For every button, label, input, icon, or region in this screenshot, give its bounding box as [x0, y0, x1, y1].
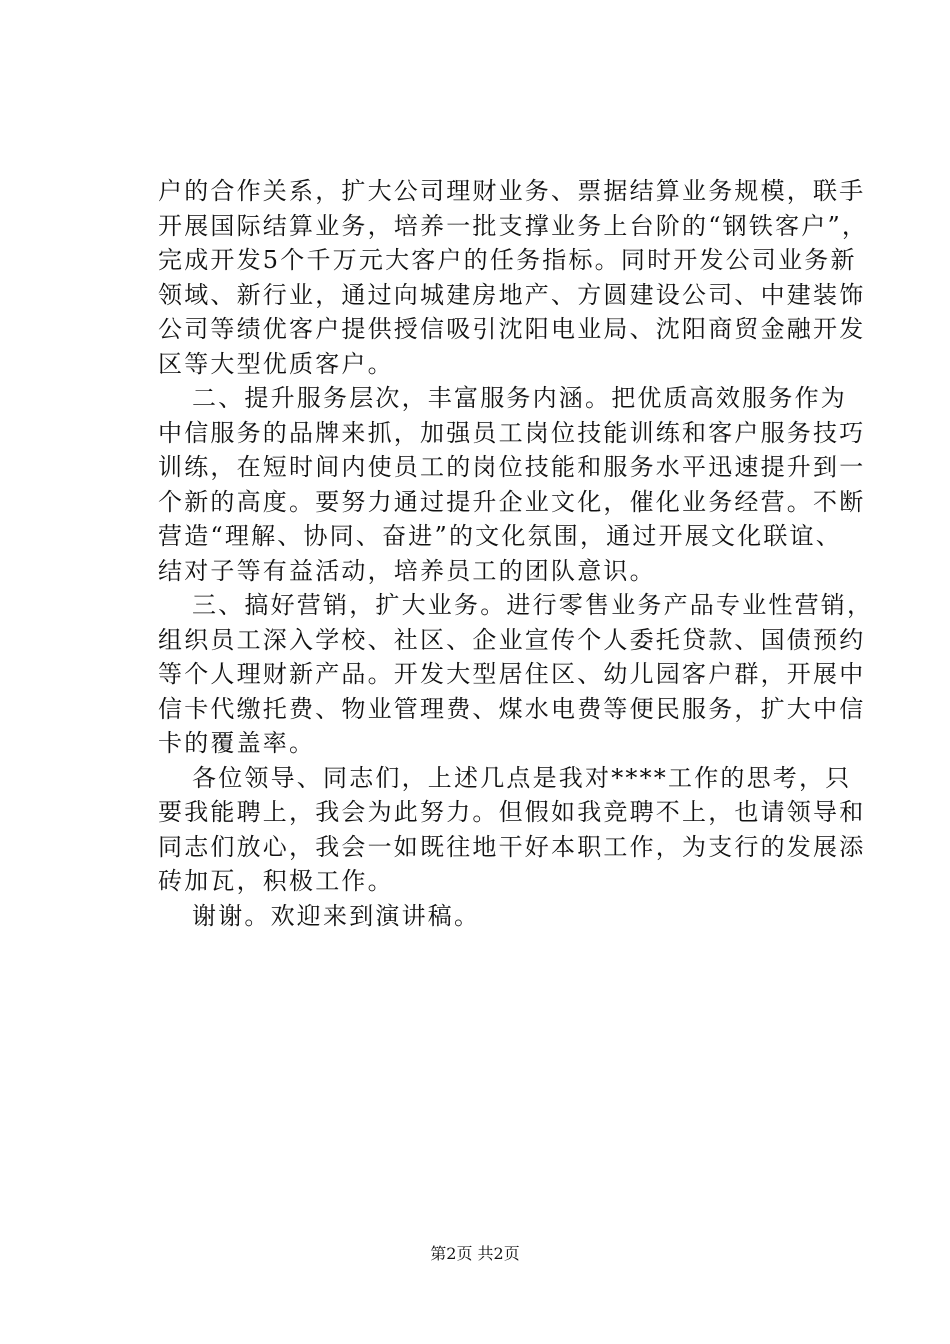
text-line: 区等大型优质客户。: [158, 349, 394, 378]
text-line: 营造“理解、协同、奋进”的文化氛围，通过开展文化联谊、: [158, 522, 842, 550]
paragraph-start-line: 二、提升服务层次，丰富服务内涵。把优质高效服务作为: [192, 384, 847, 412]
text-line: 训练，在短时间内使员工的岗位技能和服务水平迅速提升到一: [158, 453, 866, 481]
text-line: 组织员工深入学校、社区、企业宣传个人委托贷款、国债预约: [158, 625, 866, 654]
text-line: 同志们放心，我会一如既往地干好本职工作，为支行的发展添: [158, 832, 866, 861]
paragraph-start-line: 各位领导、同志们，上述几点是我对****工作的思考，只: [192, 763, 852, 792]
page-number-footer: 第2页 共2页: [430, 1244, 520, 1263]
paragraph-start-line: 三、搞好营销，扩大业务。进行零售业务产品专业性营销，: [192, 591, 874, 619]
text-line: 开展国际结算业务，培养一批支撑业务上台阶的“钢铁客户”，: [158, 211, 869, 240]
text-line: 户的合作关系，扩大公司理财业务、票据结算业务规模，联手: [158, 177, 866, 205]
text-line: 公司等绩优客户提供授信吸引沈阳电业局、沈阳商贸金融开发: [158, 315, 866, 343]
text-line: 等个人理财新产品。开发大型居住区、幼儿园客户群，开展中: [158, 660, 866, 688]
text-line: 砖加瓦，积极工作。: [158, 867, 394, 895]
text-line: 完成开发5个千万元大客户的任务指标。同时开发公司业务新: [158, 246, 857, 274]
text-line: 个新的高度。要努力通过提升企业文化，催化业务经营。不断: [158, 487, 866, 516]
text-line: 信卡代缴托费、物业管理费、煤水电费等便民服务，扩大中信: [158, 694, 866, 723]
text-line: 结对子等有益活动，培养员工的团队意识。: [158, 556, 656, 585]
text-line: 要我能聘上，我会为此努力。但假如我竞聘不上，也请领导和: [158, 798, 866, 826]
paragraph-start-line: 谢谢。欢迎来到演讲稿。: [192, 901, 481, 930]
text-line: 领域、新行业，通过向城建房地产、方圆建设公司、中建装饰: [158, 280, 866, 309]
document-body: [158, 174, 874, 933]
text-line: 卡的覆盖率。: [158, 729, 316, 757]
text-line: 中信服务的品牌来抓，加强员工岗位技能训练和客户服务技巧: [158, 418, 866, 447]
